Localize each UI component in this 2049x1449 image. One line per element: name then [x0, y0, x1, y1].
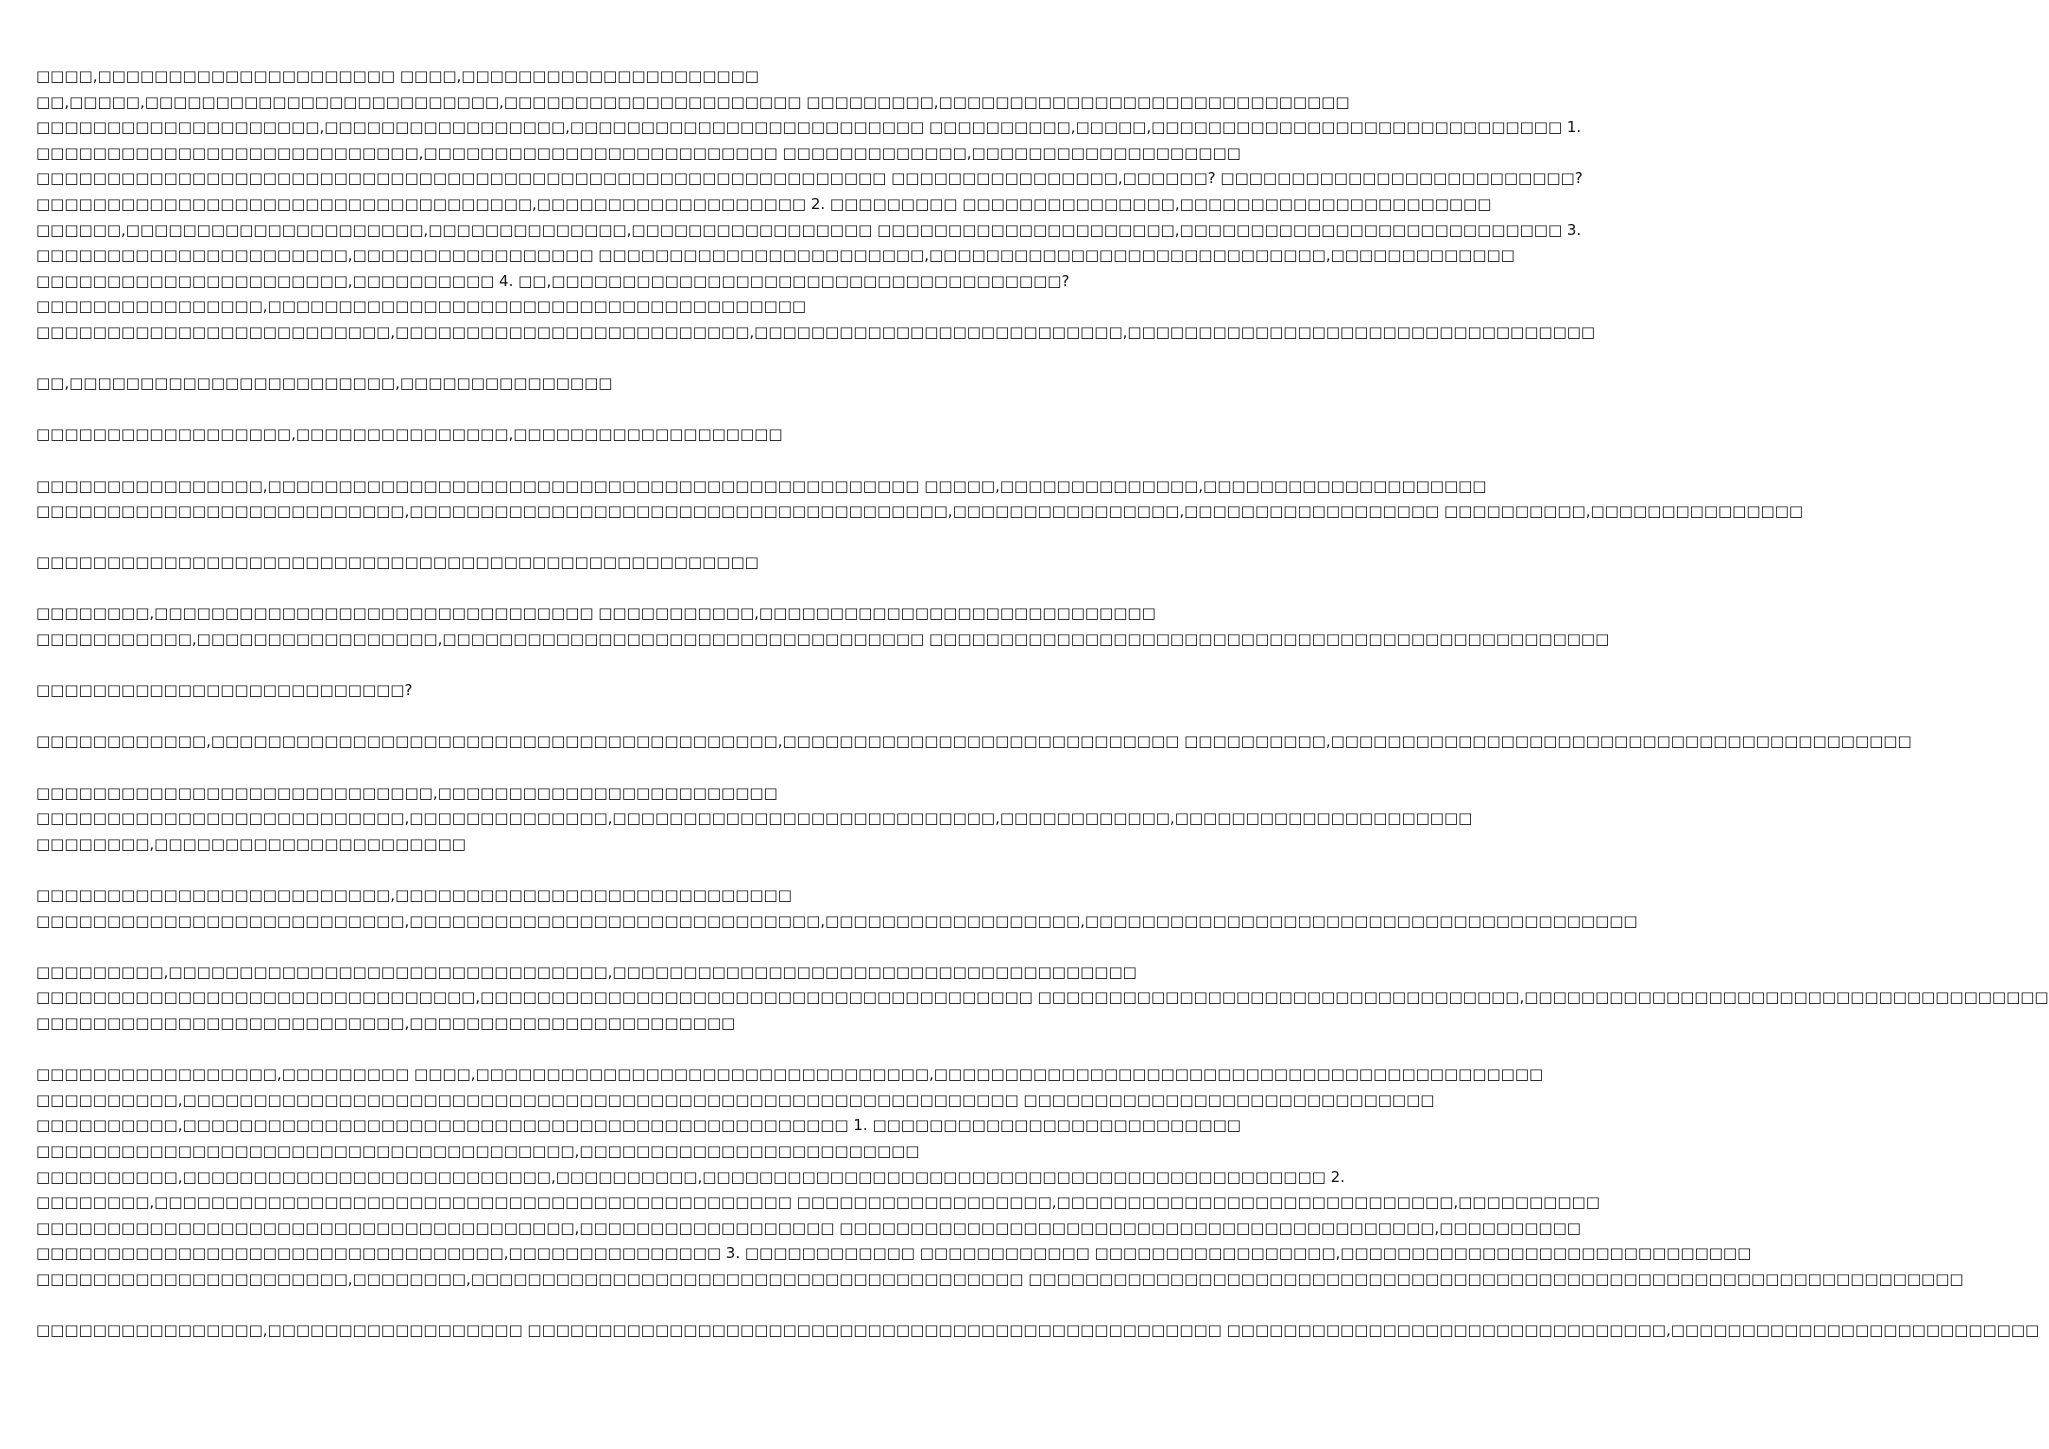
text-line: □□□□□□□□□□□□□□□□□□□□□□□□□□,□□□□□□□□□□□□□□□□□□□□□□□	[36, 1013, 736, 1032]
text-line: □□□□□□□□□□□□□□□□□□□□□□□□□,□□□□□□□□□□□□□□□□□□□□□□□□□□□□	[36, 886, 792, 904]
paragraph-3	[36, 422, 984, 448]
text-line: □□□□□□□□□□□□□□□□□□□□□□,□□□□□□□□□□ 4. □□,□□□□□□□□□□□□□□□□□□□□□□□□□□□□□□□□□□□□?	[36, 271, 1070, 290]
text-line: □□□□□□□□,□□□□□□□□□□□□□□□□□□□□□□□□□□□□□□□ □□□□□□□□□□□,□□□□□□□□□□□□□□□□□□□□□□□□□□□□	[36, 604, 1156, 623]
paragraph-12	[36, 1062, 1964, 1292]
text-line: □□□□□□□□□□□□□□□□,□□□□□□□□□□□□□□□□□□□□□□□□□□□□□□□□□□□□□□	[36, 297, 807, 316]
text-line: □□□□□□□□□□□□□□□□□,□□□□□□□□□ □□□□,□□□□□□□□□□□□□□□□□□□□□□□□□□□□□□□□,□□□□□□□□□□□□□□□□□□□□□□□□□□□□□□□□□□□□□□□□□□□	[36, 1065, 1544, 1084]
paragraph-6	[36, 601, 1610, 652]
text-line: □□,□□□□□□□□□□□□□□□□□□□□□□□,□□□□□□□□□□□□□□□	[36, 374, 613, 393]
text-line: □□□□□□□□□□□□□□□□□□□□,□□□□□□□□□□□□□□□□□,□□□□□□□□□□□□□□□□□□□□□□□□□ □□□□□□□□□□,□□□□□,□□□□□□□□□□□□□□□□□□□□□□□□□□□□□ 1.	[36, 118, 1582, 137]
text-line: □□□□□□□□□□□□□□□□□□□□□□□□□□□□,□□□□□□□□□□□□□□□□□□□□□□□□	[36, 783, 778, 802]
paragraph-1	[36, 64, 1596, 346]
text-line: □□□□□□□□,□□□□□□□□□□□□□□□□□□□□□□	[36, 834, 466, 853]
text-line: □□□□□□□□□□□□□□□□□□□□□□□□□□?	[36, 681, 413, 700]
text-line: □□□□□□□□,□□□□□□□□□□□□□□□□□□□□□□□□□□□□□□□□□□□□□□□□□□□□□ □□□□□□□□□□□□□□□□□□,□□□□□□□□□□□□□□□□□□□□□□□□□□□□,□□□□□□□□□□	[36, 1193, 1600, 1212]
paragraph-2	[36, 371, 984, 397]
text-line: □□□□□□□□□□□□□□□□□□□□□□□□□□□□□□□□□,□□□□□□□□□□□□□□□ 3. □□□□□□□□□□□□ □□□□□□□□□□□□ □□□□□□□□□□□□□□□□□,□□□□□□□□□□□□□□□□□□□□□□□□□□□□□	[36, 1244, 1752, 1263]
text-line: □□□□□□□□□□□□□□□□□□□□□□□□□□,□□□□□□□□□□□□□□,□□□□□□□□□□□□□□□□□□□□□□□□□□□,□□□□□□□□□□□□,□□□□□□□□□□□□□□□□□□□□□	[36, 809, 1473, 828]
text-line: □□,□□□□□,□□□□□□□□□□□□□□□□□□□□□□□□□,□□□□□□□□□□□□□□□□□□□□□ □□□□□□□□□,□□□□□□□□□□□□□□□□□□□□□□□□□□□□□	[36, 92, 1350, 111]
text-line: □□□□□□□□□□□□□□□□□□□□□□□□□,□□□□□□□□□□□□□□□□□□□□□□□□□,□□□□□□□□□□□□□□□□□□□□□□□□□□,□□□□□□□□□□□□□□□□□□□□□□□□□□□□□□□□□	[36, 322, 1596, 341]
paragraph-5	[36, 550, 984, 576]
text-line: □□□□□□□□□□□□□□□□□□□□□□□□□□□,□□□□□□□□□□□□□□□□□□□□□□□□□ □□□□□□□□□□□□□,□□□□□□□□□□□□□□□□□□□	[36, 143, 1241, 162]
text-line: □□□□□□□□□,□□□□□□□□□□□□□□□□□□□□□□□□□□□□□□□,□□□□□□□□□□□□□□□□□□□□□□□□□□□□□□□□□□□□□	[36, 962, 1137, 981]
paragraph-10	[36, 883, 1638, 934]
text-line: □□□□□□□□□□□□,□□□□□□□□□□□□□□□□□□□□□□□□□□□□□□□□□□□□□□□□,□□□□□□□□□□□□□□□□□□□□□□□□□□□□ □□□□□□□□□□,□□□□□□□□□□□□□□□□□□□□□□□□□□□□□□□□□□□□□□□□□	[36, 732, 1912, 751]
text-line: □□□□□□□□□□□□□□□□,□□□□□□□□□□□□□□□□□□ □□□□□□□□□□□□□□□□□□□□□□□□□□□□□□□□□□□□□□□□□□□□□□□□□ □□□□□□□□□□□□□□□□□□□□□□□□□□□□□□□,□□□□□□□□□□□□□□□□□□□□□□□□□□	[36, 1321, 2040, 1340]
text-line: □□□□□□□□□□□□□□□□□□□□□□□□□□□□□□□□□□□□□□,□□□□□□□□□□□□□□□□□□□□□□□□	[36, 1141, 920, 1160]
text-line: □□□□□□□□□□,□□□□□□□□□□□□□□□□□□□□□□□□□□,□□□□□□□□□□,□□□□□□□□□□□□□□□□□□□□□□□□□□□□□□□□□□□□□□□□□□□□ 2.	[36, 1167, 1345, 1186]
text-line: □□□□□□□□□□□□□□□□□□□□□□,□□□□□□□□□□□□□□□□□ □□□□□□□□□□□□□□□□□□□□□□□,□□□□□□□□□□□□□□□□□□□□□□□□□□□□,□□□□□□□□□□□□□	[36, 246, 1515, 265]
text-line: □□□□□□□□□□□□□□□□□□□□□□□□□□□□□□□,□□□□□□□□□□□□□□□□□□□□□□□□□□□□□□□□□□□□□□□ □□□□□□□□□□□□□□□□□□□□□□□□□□□□□□□□□□,□□□□□□□□□□□□□□□□□□□□□□□□□□□□□□□□□□□□□	[36, 988, 2049, 1007]
paragraph-11	[36, 960, 2049, 1037]
text-line: □□□□□□□□□□□□□□□□,□□□□□□□□□□□□□□□□□□□□□□□□□□□□□□□□□□□□□□□□□□□□□□ □□□□□,□□□□□□□□□□□□□□,□□□□□□□□□□□□□□□□□□□□	[36, 476, 1487, 495]
text-line: □□□□□□□□□□,□□□□□□□□□□□□□□□□□□□□□□□□□□□□□□□□□□□□□□□□□□□□□□□□□□□□□□□□□□□ □□□□□□□□□□□□□□□□□□□□□□□□□□□□□	[36, 1090, 1435, 1109]
text-line: □□□□□□□□□□□,□□□□□□□□□□□□□□□□□,□□□□□□□□□□□□□□□□□□□□□□□□□□□□□□□□□□ □□□□□□□□□□□□□□□□□□□□□□□□□□□□□□□□□□□□□□□□□□□□□□□□	[36, 630, 1610, 649]
text-line: □□□□□□□□□□□□□□□□□□□□□□□□□□□□□□□□□□□□□□□□□□□□□□□□□□□□□□□□□□□□ □□□□□□□□□□□□□□□□,□□□□□□? □□□□□□□□□□□□□□□□□□□□□□□□□?	[36, 169, 1583, 188]
text-line: □□□□□□□□□□□□□□□□□□□□□□□□□□,□□□□□□□□□□□□□□□□□□□□□□□□□□□□□,□□□□□□□□□□□□□□□□□□,□□□□□□□□□□□□□□□□□□□□□□□□□□□□□□□□□□□□□□□	[36, 911, 1638, 930]
paragraph-4	[36, 474, 1804, 525]
paragraph-7	[36, 678, 984, 704]
paragraph-8	[36, 729, 1912, 755]
paragraph-9	[36, 781, 1473, 858]
text-line: □□□□□□□□□□□□□□□□□□□□□□□□□□□□□□□□□□□,□□□□□□□□□□□□□□□□□□□ 2. □□□□□□□□□ □□□□□□□□□□□□□□□,□□□□□□□□□□□□□□□□□□□□□□	[36, 194, 1492, 213]
text-line: □□□□□□□□□□,□□□□□□□□□□□□□□□□□□□□□□□□□□□□□□□□□□□□□□□□□□□□□□□ 1. □□□□□□□□□□□□□□□□□□□□□□□□□□	[36, 1116, 1241, 1135]
text-line: □□□□□□□□□□□□□□□□□□,□□□□□□□□□□□□□□□,□□□□□□□□□□□□□□□□□□□	[36, 425, 783, 444]
text-line: □□□□□□□□□□□□□□□□□□□□□□□□□□□□□□□□□□□□□□,□□□□□□□□□□□□□□□□□□ □□□□□□□□□□□□□□□□□□□□□□□□□□□□□□□□□□□□□□□□□□,□□□□□□□□□□	[36, 1218, 1581, 1237]
paragraph-13	[36, 1318, 2040, 1344]
text-line: □□□□□□□□□□□□□□□□□□□□□□,□□□□□□□□,□□□□□□□□□□□□□□□□□□□□□□□□□□□□□□□□□□□□□□□ □□□□□□□□□□□□□□□□□□□□□□□□□□□□□□□□□□□□□□□□□□□□□□□□□□□□□□□□□□□□□□□□□□	[36, 1269, 1964, 1288]
text-line: □□□□,□□□□□□□□□□□□□□□□□□□□□ □□□□,□□□□□□□□□□□□□□□□□□□□□	[36, 67, 759, 85]
text-line: □□□□□□□□□□□□□□□□□□□□□□□□□□□□□□□□□□□□□□□□□□□□□□□□□□□	[36, 553, 759, 572]
text-line: □□□□□□,□□□□□□□□□□□□□□□□□□□□□,□□□□□□□□□□□□□□,□□□□□□□□□□□□□□□□□ □□□□□□□□□□□□□□□□□□□□□,□□□□□□□□□□□□□□□□□□□□□□□□□□□ 3.	[36, 220, 1582, 239]
text-line: □□□□□□□□□□□□□□□□□□□□□□□□□□,□□□□□□□□□□□□□□□□□□□□□□□□□□□□□□□□□□□□□□,□□□□□□□□□□□□□□□□,□□□□□□□□□□□□□□□□□□ □□□□□□□□□□,□□□□□□□□□□□□□□□	[36, 502, 1804, 521]
